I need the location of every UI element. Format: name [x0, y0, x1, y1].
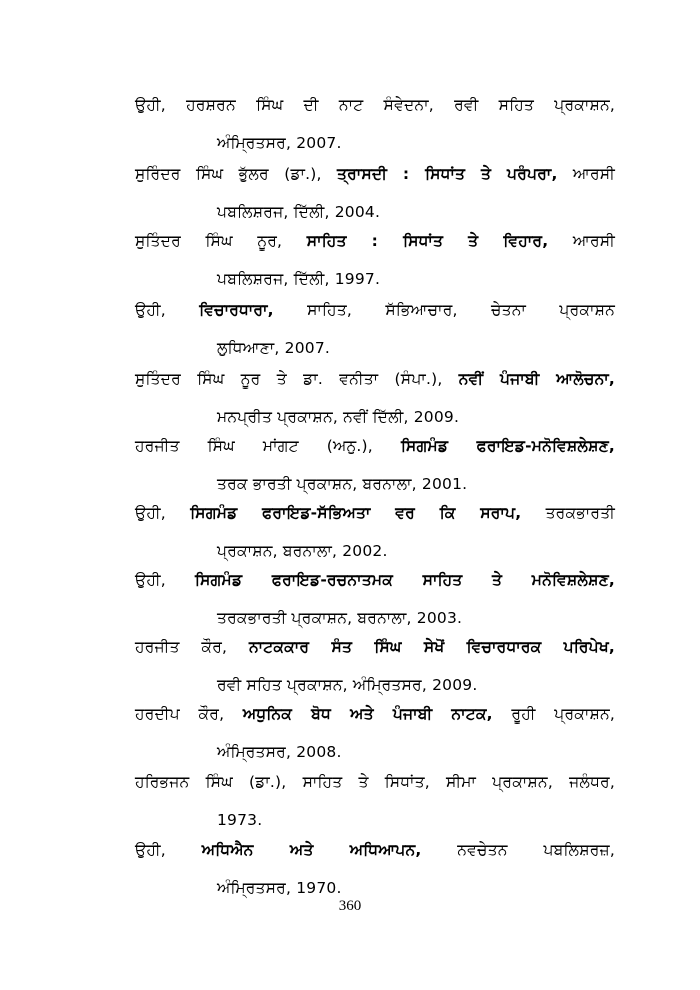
entry-line-1	[135, 231, 615, 251]
entry-line-2: ਮਨਪ੍ਰੀਤ ਪ੍ਰਕਾਸ਼ਨ, ਨਵੀਂ ਦਿੱਲੀ, 2009.	[217, 408, 460, 426]
entry-text: ਹਰਿਭਜਨ ਸਿੰਘ (ਡਾ.), ਸਾਹਿਤ ਤੇ ਸਿਧਾਂਤ, ਸੀਮਾ ਪ੍ਰਕਾਸ਼ਨ, ਜਲੰਧਰ,	[135, 773, 615, 791]
entry-text: ਸੁਤਿੰਦਰ ਸਿੰਘ ਨੂਰ,	[135, 232, 307, 250]
entry-title: ਵਿਚਾਰਧਾਰਾ,	[199, 301, 274, 319]
entry-text: ਨਵਚੇਤਨ ਪਬਲਿਸ਼ਰਜ਼,	[421, 841, 615, 859]
entry-line-1	[135, 840, 615, 860]
entry-text: ਸੁਤਿੰਦਰ ਸਿੰਘ ਨੂਰ ਤੇ ਡਾ. ਵਨੀਤਾ (ਸੰਪਾ.),	[135, 370, 459, 388]
entry-line-2: ਲੁਧਿਆਣਾ, 2007.	[217, 339, 331, 357]
entry-text: ਹਰਜੀਤ ਸਿੰਘ ਮਾਂਗਟ (ਅਨੁ.),	[135, 437, 401, 455]
entry-line-1	[135, 369, 615, 389]
entry-line-1	[135, 95, 615, 115]
entry-line-2: ਪਬਲਿਸ਼ਰਜ, ਦਿੱਲੀ, 2004.	[217, 203, 381, 221]
entry-line-2: ਰਵੀ ਸਹਿਤ ਪ੍ਰਕਾਸ਼ਨ, ਅੰਮ੍ਰਿਤਸਰ, 2009.	[217, 676, 478, 694]
entry-line-2: ਪਬਲਿਸ਼ਰਜ, ਦਿੱਲੀ, 1997.	[217, 270, 381, 288]
bibliography-entry	[135, 95, 615, 153]
entry-text: ਤਰਕਭਾਰਤੀ	[521, 504, 615, 522]
entry-line-2: ਤਰਕਭਾਰਤੀ ਪ੍ਰਕਾਸ਼ਨ, ਬਰਨਾਲਾ, 2003.	[217, 609, 463, 627]
entry-text: ਸਾਹਿਤ, ਸੱਭਿਆਚਾਰ, ਚੇਤਨਾ ਪ੍ਰਕਾਸ਼ਨ	[273, 301, 615, 319]
entry-line-2: ਅੰਮ੍ਰਿਤਸਰ, 1970.	[217, 879, 342, 897]
entry-title: ਸਿਗਮੰਡ ਫਰਾਇਡ-ਸੱਭਿਅਤਾ ਵਰ ਕਿ ਸਰਾਪ,	[190, 504, 522, 522]
entry-text: ਉਹੀ,	[135, 841, 202, 859]
bibliography-entry	[135, 704, 615, 762]
entry-line-2: ਤਰਕ ਭਾਰਤੀ ਪ੍ਰਕਾਸ਼ਨ, ਬਰਨਾਲਾ, 2001.	[217, 475, 468, 493]
entry-title: ਸਿਗਮੰਡ ਫਰਾਇਡ-ਮਨੋਵਿਸ਼ਲੇਸ਼ਣ,	[400, 437, 616, 455]
entry-line-1	[135, 436, 615, 456]
bibliography-entry	[135, 637, 615, 695]
entry-line-1	[135, 164, 615, 184]
entry-title: ਅਧਿਐਨ ਅਤੇ ਅਧਿਆਪਨ,	[201, 841, 422, 859]
entry-title: ਨਵੀਂ ਪੰਜਾਬੀ ਆਲੋਚਨਾ,	[458, 370, 615, 388]
entry-line-1	[135, 300, 615, 320]
entry-title: ਨਾਟਕਕਾਰ ਸੰਤ ਸਿੰਘ ਸੇਖੋਂ ਵਿਚਾਰਧਾਰਕ ਪਰਿਪੇਖ,	[248, 638, 615, 656]
bibliography-entry	[135, 231, 615, 289]
entry-text: ਹਰਦੀਪ ਕੌਰ,	[135, 705, 243, 723]
bibliography-entry	[135, 436, 615, 494]
entry-text: ਉਹੀ,	[135, 504, 191, 522]
entry-line-2: 1973.	[217, 811, 263, 829]
entry-line-1	[135, 637, 615, 657]
entry-line-1	[135, 772, 615, 792]
entry-text: ਆਰਸੀ	[557, 165, 615, 183]
entry-title: ਸਿਗਮੰਡ ਫਰਾਇਡ-ਰਚਨਾਤਮਕ ਸਾਹਿਤ ਤੇ ਮਨੋਵਿਸ਼ਲੇਸ਼ਣ,	[195, 571, 615, 589]
entry-text: ਸੁਰਿੰਦਰ ਸਿੰਘ ਭੁੱਲਰ (ਡਾ.),	[135, 165, 338, 183]
entry-text: ਹਰਜੀਤ ਕੌਰ,	[135, 638, 249, 656]
entry-title: ਅਧੁਨਿਕ ਬੋਧ ਅਤੇ ਪੰਜਾਬੀ ਨਾਟਕ,	[242, 705, 493, 723]
entry-title: ਤ੍ਰਾਸਦੀ : ਸਿਧਾਂਤ ਤੇ ਪਰੰਪਰਾ,	[337, 165, 558, 183]
entry-line-2: ਪ੍ਰਕਾਸ਼ਨ, ਬਰਨਾਲਾ, 2002.	[217, 542, 388, 560]
entry-title: ਸਾਹਿਤ : ਸਿਧਾਂਤ ਤੇ ਵਿਹਾਰ,	[306, 232, 549, 250]
bibliography-entry	[135, 369, 615, 427]
entry-text: ਰੂਹੀ ਪ੍ਰਕਾਸ਼ਨ,	[492, 705, 615, 723]
page-number: 360	[338, 898, 362, 914]
entry-text: ਉਹੀ,	[135, 301, 200, 319]
entry-text: ਉਹੀ, ਹਰਸ਼ਰਨ ਸਿੰਘ ਦੀ ਨਾਟ ਸੰਵੇਦਨਾ, ਰਵੀ ਸਹਿਤ ਪ੍ਰਕਾਸ਼ਨ,	[135, 96, 615, 114]
entry-text: ਆਰਸੀ	[548, 232, 615, 250]
bibliography-entry	[135, 300, 615, 358]
bibliography-entry	[135, 570, 615, 628]
bibliography-entry	[135, 164, 615, 222]
bibliography-entry	[135, 772, 615, 830]
bibliography-entry	[135, 503, 615, 561]
entry-line-1	[135, 570, 615, 590]
entry-text: ਉਹੀ,	[135, 571, 196, 589]
bibliography-entry	[135, 840, 615, 898]
entry-line-1	[135, 503, 615, 523]
entry-line-1	[135, 704, 615, 724]
entry-line-2: ਅੰਮ੍ਰਿਤਸਰ, 2007.	[217, 134, 342, 152]
entry-line-2: ਅੰਮ੍ਰਿਤਸਰ, 2008.	[217, 743, 342, 761]
